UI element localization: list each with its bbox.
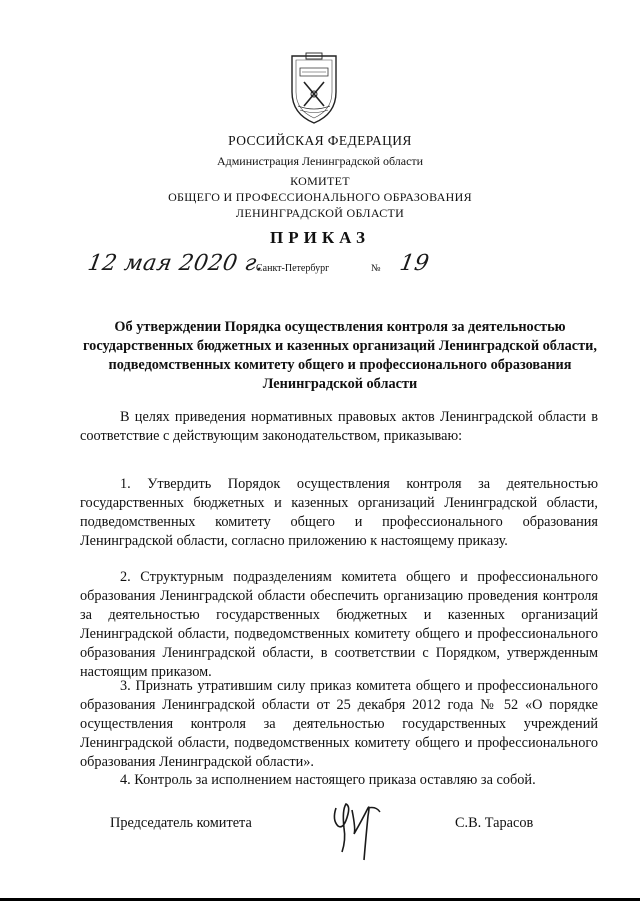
administration-name: Администрация Ленинградской области bbox=[216, 154, 424, 168]
handwritten-signature bbox=[328, 800, 388, 866]
handwritten-number: 19 bbox=[397, 251, 432, 276]
country-name: РОССИЙСКАЯ ФЕДЕРАЦИЯ bbox=[228, 133, 412, 148]
committee-line: ЛЕНИНГРАДСКОЙ ОБЛАСТИ bbox=[235, 206, 405, 220]
document-type: ПРИКАЗ bbox=[270, 228, 370, 247]
document-title: Об утверждении Порядка осуществления контроля за деятельностью государственных бюджетных и казенных организаций Ленинградской области, подведомственных комитету общего и профессионального образования Ленинградской области bbox=[83, 319, 597, 392]
item-paragraph: 3. Признать утратившим силу приказ комитета общего и профессионального образования Ленинградской области от 25 декабря 2012 года № 52 «О порядке осуществления контроля за деятельностью государственных учреждений Ленинградской области, подведомственных комитету общего и профессионального образования Ленинградской области». bbox=[80, 678, 598, 770]
committee-line: КОМИТЕТ bbox=[290, 174, 350, 188]
item-paragraph: 2. Структурным подразделениям комитета общего и профессионального образования Ленинградской области обеспечить организацию проведения контроля за деятельностью государственных бюджетных и казенных организаций Ленинградской области, подведомственных комитету общего и профессионального образования Ленинградской области, в соответствии с Порядком, утвержденным настоящим приказом. bbox=[80, 569, 598, 680]
committee-name bbox=[0, 173, 640, 221]
intro-paragraph: В целях приведения нормативных правовых актов Ленинградской области в соответствие с действующим законодательством, приказываю: bbox=[80, 409, 598, 444]
coat-of-arms-icon bbox=[286, 52, 342, 126]
committee-line: ОБЩЕГО И ПРОФЕССИОНАЛЬНОГО ОБРАЗОВАНИЯ bbox=[168, 190, 472, 204]
signatory-position: Председатель комитета bbox=[110, 815, 252, 831]
signatory-name: С.В. Тарасов bbox=[455, 815, 534, 831]
number-sign: № bbox=[371, 263, 381, 274]
city-label: Санкт-Петербург bbox=[256, 263, 330, 274]
scan-edge-bar bbox=[0, 898, 640, 901]
item-paragraph: 4. Контроль за исполнением настоящего приказа оставляю за собой. bbox=[120, 772, 536, 788]
item-paragraph: 1. Утвердить Порядок осуществления контроля за деятельностью государственных бюджетных и казенных организаций Ленинградской области, подведомственных комитету общего и профессионального образования Ленинградской области, согласно приложению к настоящему приказу. bbox=[80, 476, 598, 549]
handwritten-date: 12 мая 2020 г. bbox=[85, 251, 267, 276]
